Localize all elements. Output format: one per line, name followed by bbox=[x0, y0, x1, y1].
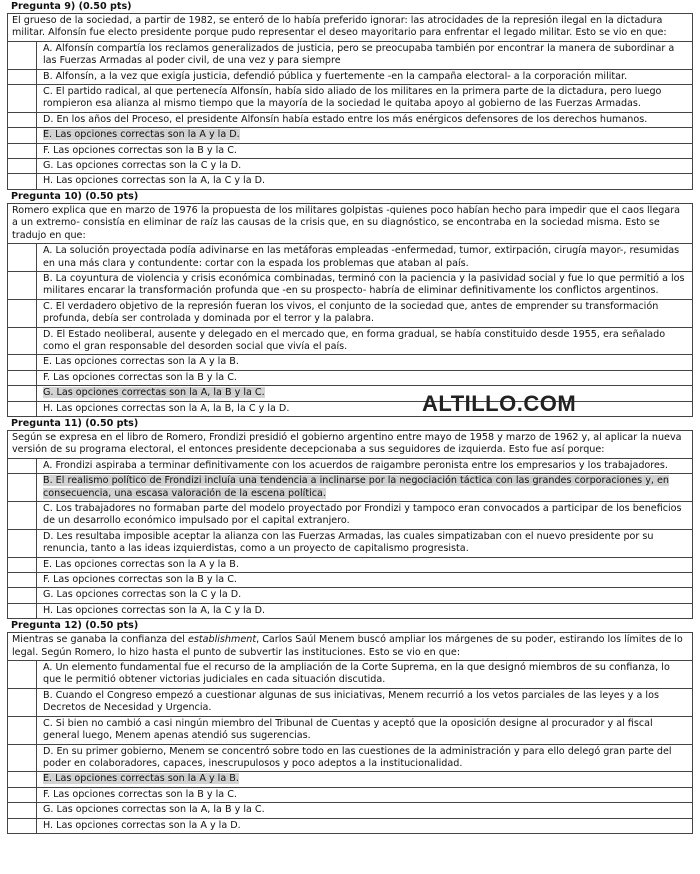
question-12-option-d[interactable]: D. En su primer gobierno, Menem se concentró sobre todo en las cuestiones de la administración y para ello delegó gran parte del poder en colaboradores, capaces, inescrupulosos y poco adeptos a la institucionalidad. bbox=[8, 745, 692, 773]
exam-page bbox=[7, 0, 693, 834]
question-12-stem: Mientras se ganaba la confianza del establishment, Carlos Saúl Menem buscó ampliar los márgenes de su poder, estirando los límites de lo legal. Según Romero, lo hizo hasta el punto de subvertir las instituciones. Esto se vio en que: bbox=[8, 633, 692, 661]
question-11-option-e[interactable]: E. Las opciones correctas son la A y la B. bbox=[8, 558, 692, 573]
answer-cell[interactable] bbox=[8, 159, 37, 173]
question-11-option-d[interactable]: D. Les resultaba imposible aceptar la alianza con las Fuerzas Armadas, las cuales simpatizaban con el nuevo presidente por su renuncia, tanto a las ideas izquierdistas, como a un proyecto de capitalismo progresista. bbox=[8, 530, 692, 558]
watermark-logo: ALTILLO.COM bbox=[422, 391, 577, 416]
answer-cell[interactable] bbox=[8, 588, 37, 602]
answer-cell[interactable] bbox=[8, 70, 37, 84]
answer-cell[interactable] bbox=[8, 174, 37, 188]
answer-cell[interactable] bbox=[8, 474, 37, 501]
answer-cell[interactable] bbox=[8, 328, 37, 355]
answer-cell[interactable] bbox=[8, 85, 37, 112]
answer-cell[interactable] bbox=[8, 42, 37, 69]
answer-cell[interactable] bbox=[8, 745, 37, 772]
question-9-option-a[interactable]: A. Alfonsín compartía los reclamos generalizados de justicia, pero se preocupaba también por encontrar la manera de subordinar a las Fuerzas Armadas al poder civil, de una vez y para siempre bbox=[8, 42, 692, 70]
answer-cell[interactable] bbox=[8, 502, 37, 529]
answer-cell[interactable] bbox=[8, 355, 37, 369]
question-10-option-f[interactable]: F. Las opciones correctas son la B y la C. bbox=[8, 371, 692, 386]
answer-cell[interactable] bbox=[8, 573, 37, 587]
selected-answer-highlight: E. Las opciones correctas son la A y la D. bbox=[43, 129, 240, 141]
question-9-stem: El grueso de la sociedad, a partir de 1982, se enteró de lo había preferido ignorar: las atrocidades de la represión ilegal en la dictadura militar. Alfonsín fue electo presidente porque pudo representar el deseo mayoritario para enfrentar el legado militar. Esto se vio en que: bbox=[8, 14, 692, 42]
question-10-box bbox=[7, 203, 693, 417]
answer-cell[interactable] bbox=[8, 558, 37, 572]
question-12-option-b[interactable]: B. Cuando el Congreso empezó a cuestionar algunas de sus iniciativas, Menem recurrió a los vetos parciales de las leyes y a los Decretos de Necesidad y Urgencia. bbox=[8, 689, 692, 717]
question-10-header: Pregunta 10) (0.50 pts) bbox=[11, 190, 139, 202]
question-12-option-c[interactable]: C. Si bien no cambió a casi ningún miembro del Tribunal de Cuentas y aceptó que la oposición designe al procurador y al fiscal general luego, Menem apenas atendió sus sugerencias. bbox=[8, 717, 692, 745]
question-10-option-h[interactable]: H. Las opciones correctas son la A, la B, la C y la D. bbox=[8, 402, 692, 416]
question-12-header: Pregunta 12) (0.50 pts) bbox=[11, 620, 139, 632]
question-11-option-a[interactable]: A. Frondizi aspiraba a terminar definitivamente con los acuerdos de raigambre peronista entre los empresarios y los trabajadores. bbox=[8, 459, 692, 474]
answer-cell[interactable] bbox=[8, 244, 37, 271]
question-11-stem: Según se expresa en el libro de Romero, Frondizi presidió el gobierno argentino entre mayo de 1958 y marzo de 1962 y, al aplicar la nueva versión de su programa electoral, el entonces presidente decepcionaba a sus seguidores de izquierda. Esto fue así porque: bbox=[8, 431, 692, 459]
question-9-option-b[interactable]: B. Alfonsín, a la vez que exigía justicia, defendió pública y fuertemente -en la campaña electoral- a la corporación militar. bbox=[8, 70, 692, 85]
answer-cell[interactable] bbox=[8, 661, 37, 688]
question-10-option-a[interactable]: A. La solución proyectada podía adivinarse en las metáforas empleadas -enfermedad, tumor, extirpación, cirugía mayor-, resumidas en una más clara y contundente: cortar con la espada los problemas que ataban al país. bbox=[8, 244, 692, 272]
question-10-option-g[interactable] bbox=[8, 386, 692, 401]
question-11-option-g[interactable]: G. Las opciones correctas son la C y la D. bbox=[8, 588, 692, 603]
answer-cell[interactable] bbox=[8, 386, 37, 400]
question-9-option-g[interactable]: G. Las opciones correctas son la C y la D. bbox=[8, 159, 692, 174]
answer-cell[interactable] bbox=[8, 113, 37, 127]
answer-cell[interactable] bbox=[8, 803, 37, 817]
answer-cell[interactable] bbox=[8, 772, 37, 786]
question-11-box bbox=[7, 430, 693, 619]
question-12-option-h[interactable]: H. Las opciones correctas son la A y la D. bbox=[8, 819, 692, 833]
answer-cell[interactable] bbox=[8, 459, 37, 473]
question-12-option-f[interactable]: F. Las opciones correctas son la B y la C. bbox=[8, 788, 692, 803]
question-9-option-h[interactable]: H. Las opciones correctas son la A, la C y la D. bbox=[8, 174, 692, 188]
answer-cell[interactable] bbox=[8, 819, 37, 833]
question-11-option-c[interactable]: C. Los trabajadores no formaban parte del modelo proyectado por Frondizi y tampoco eran convocados a participar de los beneficios de un desarrollo económico impulsado por el capital extranjero. bbox=[8, 502, 692, 530]
answer-cell[interactable] bbox=[8, 689, 37, 716]
selected-answer-highlight: B. El realismo político de Frondizi incluía una tendencia a inclinarse por la negociación táctica con las grandes corporaciones y, en consecuencia, una escasa valoración de la escena política. bbox=[43, 475, 669, 499]
answer-cell[interactable] bbox=[8, 788, 37, 802]
question-9-option-f[interactable]: F. Las opciones correctas son la B y la C. bbox=[8, 144, 692, 159]
question-10-option-e[interactable]: E. Las opciones correctas son la A y la B. bbox=[8, 355, 692, 370]
selected-answer-highlight: G. Las opciones correctas son la A, la B y la C. bbox=[43, 387, 265, 399]
answer-cell[interactable] bbox=[8, 604, 37, 618]
question-9-option-e[interactable] bbox=[8, 128, 692, 143]
selected-answer-highlight: E. Las opciones correctas son la A y la B. bbox=[43, 773, 239, 785]
question-9-box bbox=[7, 13, 693, 190]
question-11-option-f[interactable]: F. Las opciones correctas son la B y la C. bbox=[8, 573, 692, 588]
answer-cell[interactable] bbox=[8, 300, 37, 327]
answer-cell[interactable] bbox=[8, 371, 37, 385]
question-11-header: Pregunta 11) (0.50 pts) bbox=[11, 417, 139, 429]
question-12-option-a[interactable]: A. Un elemento fundamental fue el recurso de la ampliación de la Corte Suprema, en la que designó miembros de su confianza, lo que le permitió obtener victorias judiciales en cada situación discutida. bbox=[8, 661, 692, 689]
question-12-box bbox=[7, 632, 693, 834]
answer-cell[interactable] bbox=[8, 144, 37, 158]
answer-cell[interactable] bbox=[8, 530, 37, 557]
answer-cell[interactable] bbox=[8, 717, 37, 744]
question-10-option-d[interactable]: D. El Estado neoliberal, ausente y delegado en el mercado que, en forma gradual, se había constituido desde 1955, era señalado como el gran responsable del desorden social que vivía el país. bbox=[8, 328, 692, 356]
question-9-header: Pregunta 9) (0.50 pts) bbox=[11, 1, 132, 12]
question-12-option-e[interactable] bbox=[8, 772, 692, 787]
answer-cell[interactable] bbox=[8, 128, 37, 142]
question-9-option-d[interactable]: D. En los años del Proceso, el presidente Alfonsín había estado entre los más enérgicos defensores de los derechos humanos. bbox=[8, 113, 692, 128]
question-12-option-g[interactable]: G. Las opciones correctas son la A, la B y la C. bbox=[8, 803, 692, 818]
answer-cell[interactable] bbox=[8, 272, 37, 299]
question-9-option-c[interactable]: C. El partido radical, al que pertenecía Alfonsín, había sido aliado de los militares en la primera parte de la dictadura, pero luego rompieron esa alianza al mismo tiempo que la mayoría de la sociedad le quitaba apoyo al gobierno de las Fuerzas Armadas. bbox=[8, 85, 692, 113]
question-10-stem: Romero explica que en marzo de 1976 la propuesta de los militares golpistas -quienes poco habían hecho para impedir que el caos llegara a un extremo- consistía en eliminar de raíz las causas de la crisis que, en su diagnóstico, se encontraba en la sociedad misma. Esto se tradujo en que: bbox=[8, 204, 692, 244]
question-11-option-h[interactable]: H. Las opciones correctas son la A, la C y la D. bbox=[8, 604, 692, 618]
question-11-option-b[interactable] bbox=[8, 474, 692, 502]
question-10-option-c[interactable]: C. El verdadero objetivo de la represión fueran los vivos, el conjunto de la sociedad que, antes de emprender su transformación profunda, debía ser controlada y dominada por el terror y la palabra. bbox=[8, 300, 692, 328]
question-10-option-b[interactable]: B. La coyuntura de violencia y crisis económica combinadas, terminó con la paciencia y la pasividad social y fue lo que permitió a los militares encarar la transformación profunda que -en su prospecto- habría de eliminar definitivamente los conflictos argentinos. bbox=[8, 272, 692, 300]
answer-cell[interactable] bbox=[8, 402, 37, 416]
